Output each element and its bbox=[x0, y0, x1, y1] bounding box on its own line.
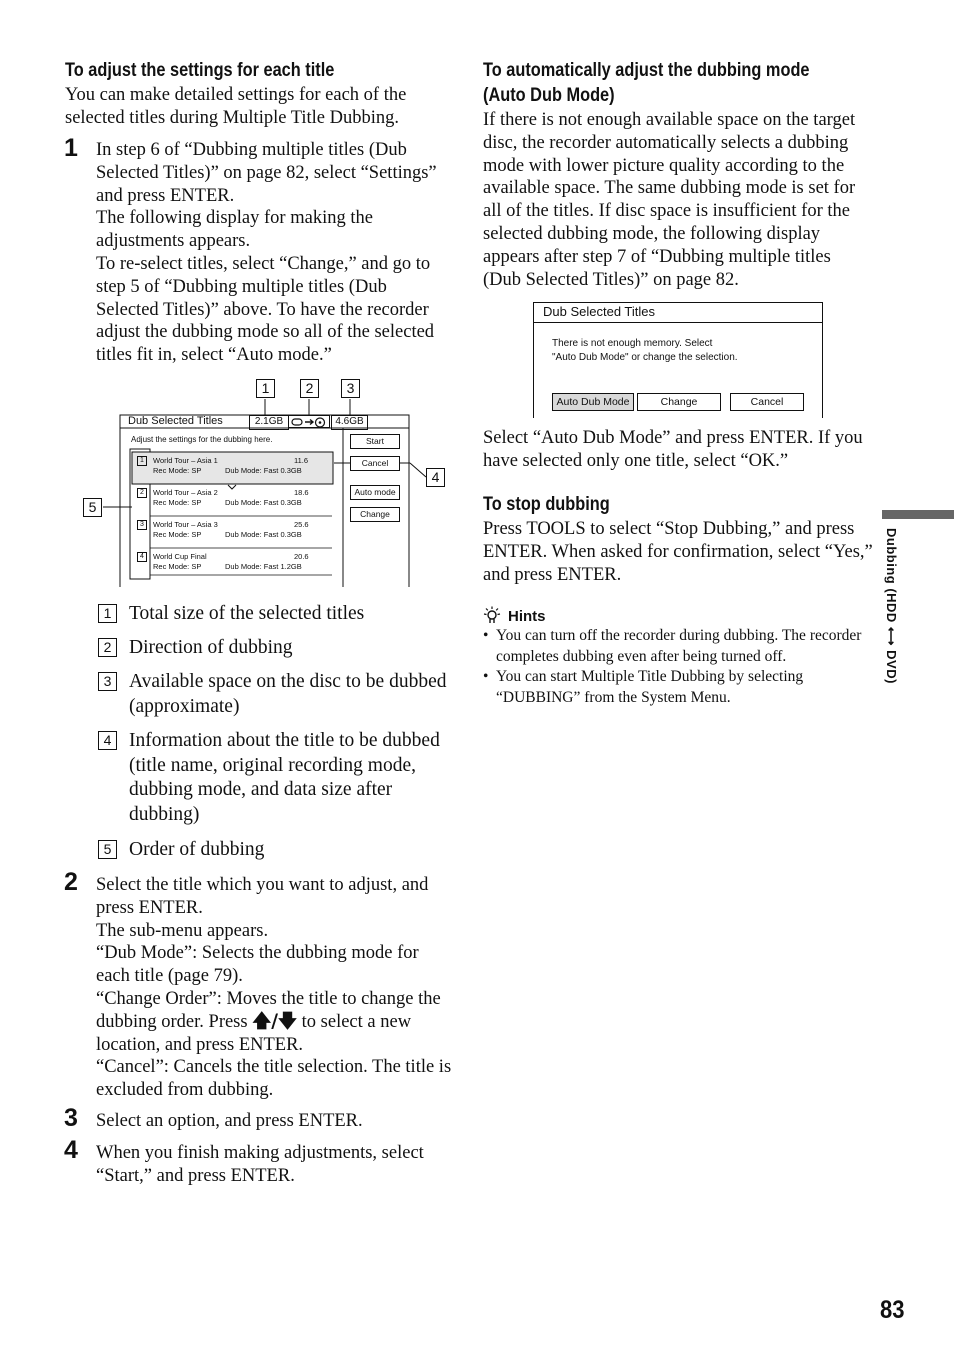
title-name: World Cup Final bbox=[153, 552, 207, 561]
step-1-note: To re-select titles, select “Change,” and go to step 5 of “Dubbing multiple titles (Dub Selected Titles)” above. To have the recorder adjust the dubbing mode so all of the selected titles fit in, select “Auto mode.” bbox=[96, 253, 435, 366]
step-3-text: Select an option, and press ENTER. bbox=[96, 1111, 363, 1131]
title-size: 18.6 bbox=[294, 488, 309, 497]
page-number: 83 bbox=[880, 1296, 905, 1324]
legend-number: 3 bbox=[98, 672, 117, 691]
dub-mode: Dub Mode: Fast 0.3GB bbox=[225, 498, 302, 507]
memory-message-line2: "Auto Dub Mode" or change the selection. bbox=[552, 352, 738, 363]
available-space: 4.6GB bbox=[331, 415, 368, 430]
start-button[interactable]: Start bbox=[350, 434, 400, 449]
up-down-arrow-icon: 🡅/🡇 bbox=[252, 1010, 298, 1032]
title-row[interactable] bbox=[137, 456, 332, 484]
section-heading-auto-dub-sub: (Auto Dub Mode) bbox=[483, 85, 615, 106]
select-auto-dub-paragraph: Select “Auto Dub Mode” and press ENTER. If you have selected only one title, select “OK.” bbox=[483, 428, 863, 471]
dub-mode: Dub Mode: Fast 1.2GB bbox=[225, 562, 302, 571]
legend-number: 1 bbox=[98, 604, 117, 623]
rec-mode: Rec Mode: SP bbox=[153, 466, 202, 475]
screen2-title: Dub Selected Titles bbox=[543, 304, 656, 319]
title-name: World Tour – Asia 3 bbox=[153, 520, 218, 529]
dub-mode: Dub Mode: Fast 0.3GB bbox=[225, 530, 302, 539]
section-heading-auto-dub: To automatically adjust the dubbing mode bbox=[483, 60, 810, 81]
stop-dubbing-paragraph: Press TOOLS to select “Stop Dubbing,” and press ENTER. When asked for confirmation, select “Yes,” and press ENTER. bbox=[483, 519, 873, 585]
title-name: World Tour – Asia 1 bbox=[153, 456, 218, 465]
screen1-title: Dub Selected Titles bbox=[128, 415, 223, 427]
callout-4: 4 bbox=[426, 468, 445, 487]
order-number: 3 bbox=[137, 520, 147, 530]
step-number-4: 4 bbox=[64, 1136, 78, 1164]
dub-settings-screen bbox=[80, 375, 460, 590]
dub-mode: Dub Mode: Fast 0.3GB bbox=[225, 466, 302, 475]
order-number: 1 bbox=[137, 456, 147, 466]
rec-mode: Rec Mode: SP bbox=[153, 498, 202, 507]
change-button[interactable]: Change bbox=[637, 393, 721, 411]
legend-text: Total size of the selected titles bbox=[129, 603, 365, 624]
legend-text: Direction of dubbing bbox=[129, 637, 293, 658]
lightbulb-icon bbox=[483, 606, 501, 626]
change-order-text-b: to select a new location, and press ENTER. bbox=[96, 1011, 412, 1055]
memory-message bbox=[552, 337, 738, 365]
hdd-to-dvd-icon bbox=[289, 416, 331, 429]
section-tab-bar bbox=[882, 510, 954, 519]
dub-direction-icon bbox=[288, 415, 330, 428]
callout-3: 3 bbox=[341, 379, 360, 398]
intro-paragraph: You can make detailed settings for each of the selected titles during Multiple Title Dubbing. bbox=[65, 85, 407, 128]
step-1-instruction: In step 6 of “Dubbing multiple titles (Dub Selected Titles)” on page 82, select “Settings” and press ENTER. bbox=[96, 140, 437, 206]
step-number-1: 1 bbox=[64, 134, 78, 162]
title-size: 20.6 bbox=[294, 552, 309, 561]
cancel-description: “Cancel”: Cancels the title selection. The title is excluded from dubbing. bbox=[96, 1057, 452, 1101]
cancel-button[interactable]: Cancel bbox=[350, 456, 400, 471]
change-button[interactable]: Change bbox=[350, 507, 400, 522]
step-number-3: 3 bbox=[64, 1104, 78, 1132]
step-2-text bbox=[96, 874, 452, 1102]
title-size: 25.6 bbox=[294, 520, 309, 529]
rec-mode: Rec Mode: SP bbox=[153, 530, 202, 539]
callout-5: 5 bbox=[83, 498, 102, 517]
section-heading-stop-dubbing: To stop dubbing bbox=[483, 494, 610, 515]
dub-mode-description: “Dub Mode”: Selects the dubbing mode for each title (page 79). bbox=[96, 943, 419, 987]
hint-text: You can start Multiple Title Dubbing by selecting “DUBBING” from the System Menu. bbox=[496, 668, 804, 706]
callout-1: 1 bbox=[256, 379, 275, 398]
hint-text: You can turn off the recorder during dubbing. The recorder completes dubbing even after being turned off. bbox=[496, 627, 862, 665]
auto-dub-mode-button[interactable]: Auto Dub Mode bbox=[552, 393, 634, 411]
title-row[interactable] bbox=[137, 488, 332, 516]
auto-mode-button[interactable]: Auto mode bbox=[350, 485, 400, 500]
callout-2: 2 bbox=[300, 379, 319, 398]
title-size: 11.6 bbox=[294, 456, 309, 465]
step-1-result: The following display for making the adjustments appears. bbox=[96, 208, 373, 252]
step-2-instruction: Select the title which you want to adjust, and press ENTER. bbox=[96, 875, 429, 918]
change-order-text-a: “Change Order”: Moves the title to change the dubbing order. Press bbox=[96, 988, 441, 1032]
legend-number: 5 bbox=[98, 840, 117, 859]
legend-number: 2 bbox=[98, 638, 117, 657]
total-size: 2.1GB bbox=[249, 415, 289, 430]
hints-header bbox=[483, 606, 683, 628]
order-number: 4 bbox=[137, 552, 147, 562]
legend-text: Information about the title to be dubbed (title name, original recording mode, dubbing mode, and data size after dubbing) bbox=[129, 730, 440, 825]
cancel-button[interactable]: Cancel bbox=[730, 393, 804, 411]
rec-mode: Rec Mode: SP bbox=[153, 562, 202, 571]
memory-message-line1: There is not enough memory. Select bbox=[552, 338, 713, 349]
title-name: World Tour – Asia 2 bbox=[153, 488, 218, 497]
order-number: 2 bbox=[137, 488, 147, 498]
step-number-2: 2 bbox=[64, 868, 78, 896]
title-row[interactable] bbox=[137, 552, 332, 580]
not-enough-memory-screen bbox=[533, 302, 823, 420]
section-tab-text: Dubbing (HDD ⟷ DVD) bbox=[884, 528, 899, 684]
step-4-text: When you finish making adjustments, select “Start,” and press ENTER. bbox=[96, 1143, 424, 1186]
section-tab-label bbox=[884, 528, 906, 718]
step-1-text bbox=[96, 139, 452, 367]
legend-text: Order of dubbing bbox=[129, 839, 265, 860]
change-order-description bbox=[96, 988, 452, 1056]
title-row[interactable] bbox=[137, 520, 332, 548]
legend-text: Available space on the disc to be dubbed (approximate) bbox=[129, 671, 447, 717]
auto-dub-paragraph: If there is not enough available space on the target disc, the recorder automatically selects a dubbing mode with lower picture quality according to the available space. The same dubbing mode is set for all of the titles. If disc space is insufficient for the selected dubbing mode, the following display appears after step 7 of “Dubbing multiple titles (Dub Selected Titles)” on page 82. bbox=[483, 110, 856, 290]
hints-label: Hints bbox=[508, 608, 546, 625]
section-heading-adjust: To adjust the settings for each title bbox=[65, 60, 335, 81]
legend-number: 4 bbox=[98, 731, 117, 750]
screen1-instruction: Adjust the settings for the dubbing here. bbox=[131, 435, 273, 444]
step-2-result: The sub-menu appears. bbox=[96, 920, 269, 941]
